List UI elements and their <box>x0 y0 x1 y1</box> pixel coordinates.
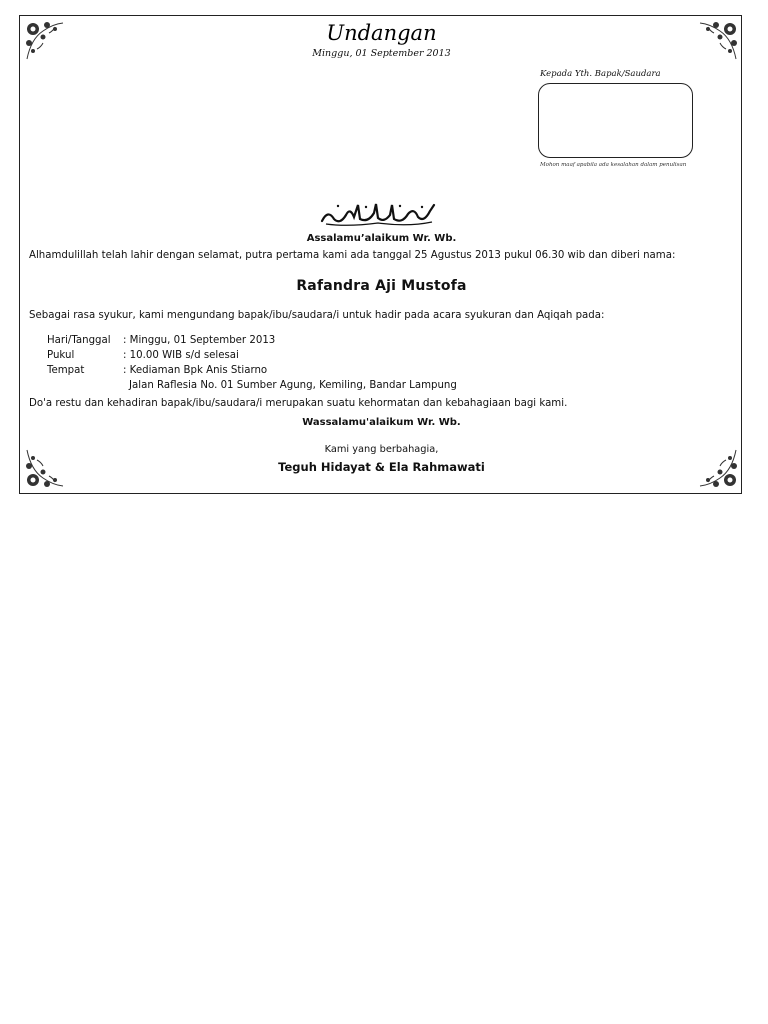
invitation-title: Undangan <box>326 21 437 45</box>
detail-row-time <box>47 348 457 363</box>
birth-announcement-text: Alhamdulillah telah lahir dengan selamat, putra pertama kami ada tanggal 25 Agustus 2013 pukul 06.30 wib dan diberi nama: <box>29 250 676 261</box>
detail-address: Jalan Raflesia No. 01 Sumber Agung, Kemiling, Bandar Lampung <box>129 380 457 391</box>
detail-label: Pukul <box>47 350 75 361</box>
detail-value: : Kediaman Bpk Anis Stiarno <box>123 365 268 376</box>
basmalah-calligraphy-icon <box>318 201 438 227</box>
host-names: Teguh Hidayat & Ela Rahmawati <box>278 460 485 474</box>
event-details <box>47 333 457 393</box>
apology-note: Mohon maaf apabila ada kesalahan dalam penulisan <box>540 162 687 168</box>
farewell: Wassalamu'alaikum Wr. Wb. <box>302 417 461 428</box>
invitation-text: Sebagai rasa syukur, kami mengundang bapak/ibu/saudara/i untuk hadir pada acara syukuran dan Aqiqah pada: <box>29 310 605 321</box>
invitation-card <box>19 15 742 494</box>
detail-label: Tempat <box>47 365 85 376</box>
child-name: Rafandra Aji Mustofa <box>296 278 467 294</box>
closing-prayer: Do'a restu dan kehadiran bapak/ibu/saudara/i merupakan suatu kehormatan dan kebahagiaan bagi kami. <box>29 398 568 409</box>
recipient-address-box <box>538 83 693 158</box>
detail-value: : Minggu, 01 September 2013 <box>123 335 276 346</box>
detail-value: : 10.00 WIB s/d selesai <box>123 350 239 361</box>
greeting: Assalamu’alaikum Wr. Wb. <box>306 233 457 244</box>
detail-row-date <box>47 333 457 348</box>
invitation-date: Minggu, 01 September 2013 <box>312 48 451 59</box>
detail-row-place <box>47 363 457 378</box>
detail-label: Hari/Tanggal <box>47 335 111 346</box>
signoff: Kami yang berbahagia, <box>324 444 439 455</box>
recipient-label: Kepada Yth. Bapak/Saudara <box>540 69 661 79</box>
